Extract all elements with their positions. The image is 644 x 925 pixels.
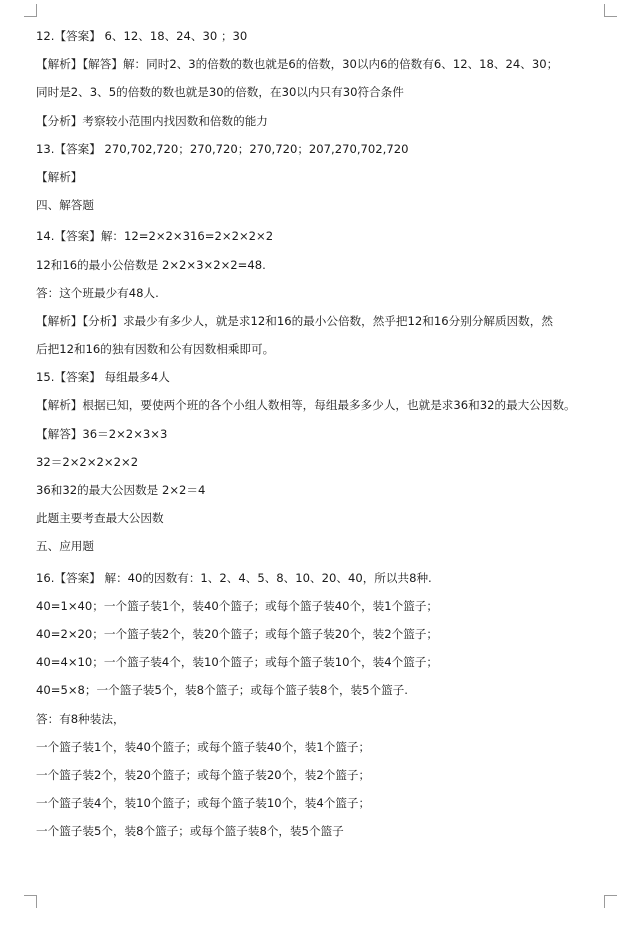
crop-mark-top-right <box>604 4 617 17</box>
q16-method-3: 一个篮子装4个，装10个篮子；或每个篮子装10个，装4个篮子； <box>36 796 371 811</box>
section-heading-5: 五、应用题 <box>36 539 94 554</box>
document-body <box>36 22 622 845</box>
q15-solution-1: 【解答】36＝2×2×3×3 <box>36 426 168 441</box>
q12-note: 【分析】考察较小范围内找因数和倍数的能力 <box>36 113 268 128</box>
q14-analysis-line-2: 后把12和16的独有因数和公有因数相乘即可。 <box>36 342 275 357</box>
q16-case-3: 40=4×10；一个篮子装4个，装10个篮子；或每个篮子装10个，装4个篮子； <box>36 655 439 670</box>
q12-answer: 12.【答案】 6、12、18、24、30 ；30 <box>36 29 248 43</box>
q15-analysis: 【解析】根据已知，要使两个班的各个小组人数相等，每组最多多少人，也就是求36和32的最大公因数。 <box>36 398 576 413</box>
section-heading-4: 四、解答题 <box>36 198 94 213</box>
q16-method-4: 一个篮子装5个，装8个篮子；或每个篮子装8个，装5个篮子 <box>36 824 344 839</box>
q15-note: 此题主要考查最大公因数 <box>36 511 164 526</box>
q15-solution-2: 32＝2×2×2×2×2 <box>36 454 139 469</box>
q16-case-4: 40=5×8；一个篮子装5个，装8个篮子；或每个篮子装8个，装5个篮子. <box>36 683 408 698</box>
q12-analysis-line-1: 【解析】【解答】解：同时2、3的倍数的数也就是6的倍数，30以内6的倍数有6、12、18、24、30； <box>36 57 559 72</box>
crop-mark-top-left <box>24 4 37 17</box>
q15-answer: 15.【答案】 每组最多4人 <box>36 370 170 385</box>
q13-answer: 13.【答案】 270,702,720；270,720；270,720；207,270,702,720 <box>36 141 409 156</box>
crop-mark-bottom-right <box>604 895 617 908</box>
q13-analysis: 【解析】 <box>36 169 83 184</box>
q16-case-1: 40=1×40；一个篮子装1个，装40个篮子；或每个篮子装40个，装1个篮子； <box>36 598 439 613</box>
q14-conclusion: 答：这个班最少有48人. <box>36 285 159 300</box>
q15-solution-3: 36和32的最大公因数是 2×2＝4 <box>36 483 206 497</box>
q14-answer: 14.【答案】解：12=2×2×316=2×2×2×2 <box>36 229 274 244</box>
q16-method-2: 一个篮子装2个，装20个篮子；或每个篮子装20个，装2个篮子； <box>36 767 371 782</box>
q16-answer: 16.【答案】 解：40的因数有：1、2、4、5、8、10、20、40，所以共8种. <box>36 570 432 585</box>
q14-analysis-line-1: 【解析】【分析】求最少有多少人，就是求12和16的最小公倍数，然乎把12和16分别分解质因数，然 <box>36 313 553 328</box>
q14-lcm: 12和16的最小公倍数是 2×2×3×2×2=48. <box>36 257 266 272</box>
q16-conclusion: 答：有8种装法， <box>36 711 125 726</box>
q12-analysis-line-2: 同时是2、3、5的倍数的数也就是30的倍数，在30以内只有30符合条件 <box>36 85 404 100</box>
q16-method-1: 一个篮子装1个，装40个篮子；或每个篮子装40个，装1个篮子； <box>36 739 371 754</box>
crop-mark-bottom-left <box>24 895 37 908</box>
q16-case-2: 40=2×20；一个篮子装2个，装20个篮子；或每个篮子装20个，装2个篮子； <box>36 626 439 641</box>
